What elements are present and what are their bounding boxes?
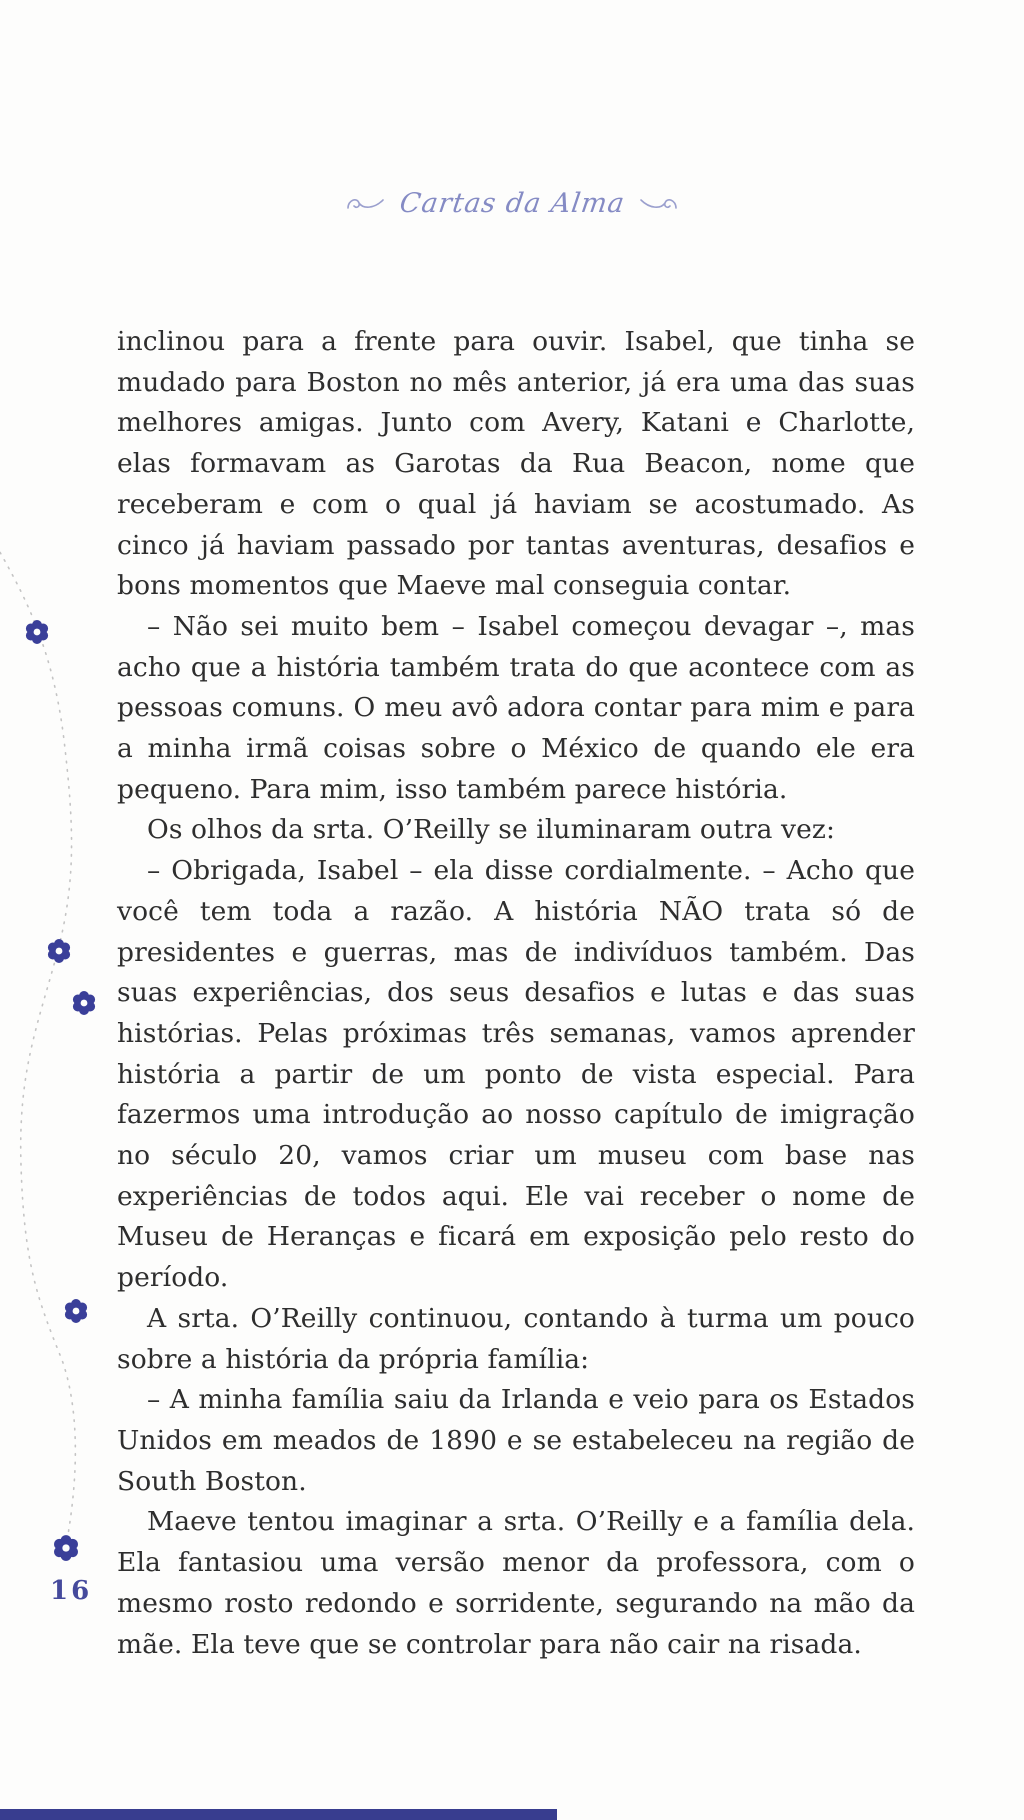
flourish-left-icon: [346, 195, 386, 213]
flower-icon: [63, 1298, 89, 1324]
paragraph: Maeve tentou imaginar a srta. O’Reilly e a família dela. Ela fantasiou uma versão menor da professora, com o mesmo rosto redondo e sorridente, segurando na mão da mãe. Ela teve que se controlar para não cair na risada.: [117, 1506, 915, 1660]
page-header-title: Cartas da Alma: [397, 188, 627, 219]
paragraph: inclinou para a frente para ouvir. Isabel, que tinha se mudado para Boston no mês anterior, já era uma das suas melhores amigas. Junto com Avery, Katani e Charlotte, elas formavam as Garotas da Rua Beacon, nome que receberam e com o qual já haviam se acostumado. As cinco já haviam passado por tantas aventuras, desafios e bons momentos que Maeve mal conseguia contar.: [117, 326, 915, 602]
paragraph: A srta. O’Reilly continuou, contando à turma um pouco sobre a história da própria família:: [117, 1302, 915, 1375]
flower-icon: [46, 938, 72, 964]
paragraph: – Obrigada, Isabel – ela disse cordialmente. – Acho que você tem toda a razão. A história NÃO trata só de presidentes e guerras, mas de indivíduos também. Das suas experiências, dos seus desafios e lutas e das suas histórias. Pelas próximas três semanas, vamos aprender história a partir de um ponto de vista especial. Para fazermos uma introdução ao nosso capítulo de imigração no século 20, vamos criar um museu com base nas experiências de todos aqui. Ele vai receber o nome de Museu de Heranças e ficará em exposição pelo resto do período.: [117, 855, 915, 1294]
flower-icon: [52, 1534, 80, 1562]
flourish-right-icon: [638, 195, 678, 213]
footer-bar-decoration: [0, 1809, 557, 1820]
body-text: [117, 322, 915, 1665]
flower-icon: [24, 619, 50, 645]
paragraph: – A minha família saiu da Irlanda e veio para os Estados Unidos em meados de 1890 e se estabeleceu na região de South Boston.: [117, 1384, 915, 1497]
paragraph: Os olhos da srta. O’Reilly se iluminaram outra vez:: [147, 814, 835, 846]
flower-icon: [71, 990, 97, 1016]
page-header: [0, 188, 1024, 219]
page-number: 16: [50, 1576, 93, 1606]
vine-path: [0, 545, 75, 1546]
paragraph: – Não sei muito bem – Isabel começou devagar –, mas acho que a história também trata do que acontece com as pessoas comuns. O meu avô adora contar para mim e para a minha irmã coisas sobre o México de quando ele era pequeno. Para mim, isso também parece história.: [117, 610, 915, 805]
